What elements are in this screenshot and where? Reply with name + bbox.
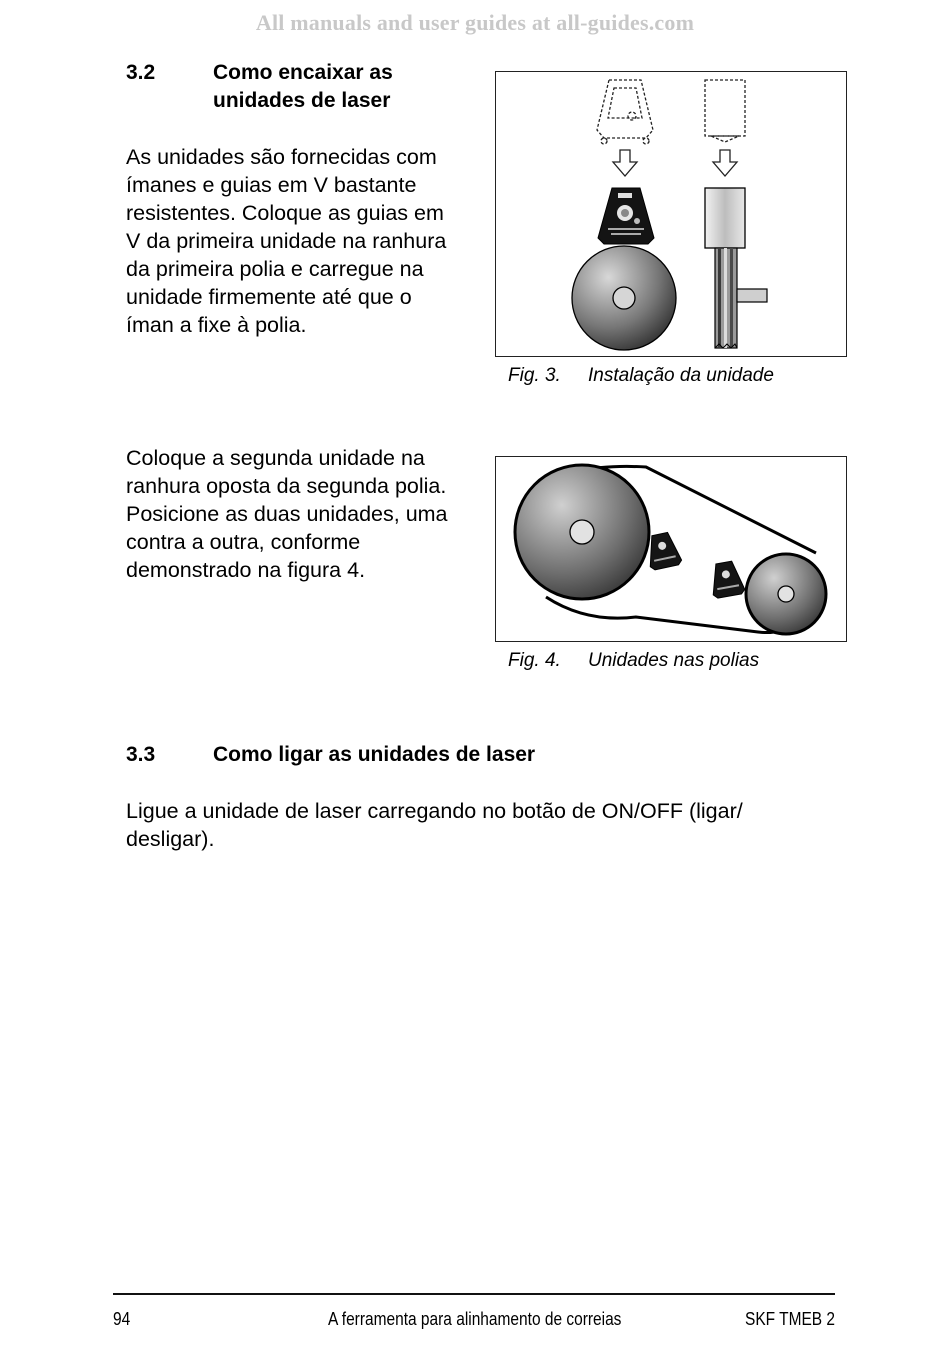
text-line: resistentes. Coloque as guias em — [126, 201, 444, 225]
paragraph-power-on — [126, 797, 826, 853]
laser-unit-outline-front — [597, 80, 653, 144]
text-line: Posicione as duas unidades, uma — [126, 502, 448, 526]
text-line: As unidades são fornecidas com — [126, 145, 437, 169]
figure-caption-text: Instalação da unidade — [588, 365, 774, 386]
section-heading-3-3 — [126, 741, 826, 769]
figure-label: Fig. 3. — [508, 365, 561, 386]
text-line: íman a fixe à polia. — [126, 313, 307, 337]
section-number: 3.2 — [126, 61, 156, 84]
footer-page-number: 94 — [113, 1309, 131, 1329]
text-line: da primeira polia e carregue na — [126, 257, 424, 281]
section-title-line1: Como encaixar as — [213, 61, 393, 84]
pulley-side — [715, 248, 767, 348]
figure-3-unit-installation — [495, 71, 847, 357]
text-line: ranhura oposta da segunda polia. — [126, 474, 447, 498]
text-line: Coloque a segunda unidade na — [126, 446, 425, 470]
section-heading-3-2 — [126, 59, 486, 119]
section-title-line2: unidades de laser — [213, 89, 391, 112]
text-line: desligar). — [126, 827, 215, 851]
arrow-down-icon — [613, 150, 737, 176]
section-number: 3.3 — [126, 743, 156, 766]
watermark: All manuals and user guides at all-guides.com — [255, 10, 695, 35]
laser-unit-front — [598, 188, 654, 244]
footer-document-title: A ferramenta para alinhamento de correias — [328, 1309, 622, 1329]
pulley-large — [515, 465, 649, 599]
laser-unit-side — [705, 188, 745, 248]
text-line: demonstrado na figura 4. — [126, 558, 366, 582]
text-line: Ligue a unidade de laser carregando no botão de ON/OFF (ligar/ — [126, 799, 743, 823]
figure-4-caption — [508, 649, 838, 673]
pulley-small — [746, 554, 826, 634]
laser-unit-outline-side — [705, 80, 745, 142]
paragraph-installation — [126, 143, 486, 339]
text-line: unidade firmemente até que o — [126, 285, 412, 309]
footer-product-name: SKF TMEB 2 — [745, 1309, 836, 1329]
footer-rule — [113, 1293, 835, 1295]
units-on-pulleys-illustration — [496, 457, 846, 641]
text-line: V da primeira unidade na ranhura — [126, 229, 447, 253]
figure-caption-text: Unidades nas polias — [588, 650, 760, 671]
section-title: Como ligar as unidades de laser — [213, 743, 536, 766]
paragraph-positioning — [126, 444, 486, 584]
text-line: ímanes e guias em V bastante — [126, 173, 417, 197]
laser-unit-right — [708, 560, 745, 599]
figure-label: Fig. 4. — [508, 650, 561, 671]
figure-3-caption — [508, 364, 838, 388]
unit-installation-illustration — [496, 72, 846, 356]
figure-4-units-on-pulleys — [495, 456, 847, 642]
text-line: contra a outra, conforme — [126, 530, 361, 554]
pulley-front — [572, 246, 676, 350]
